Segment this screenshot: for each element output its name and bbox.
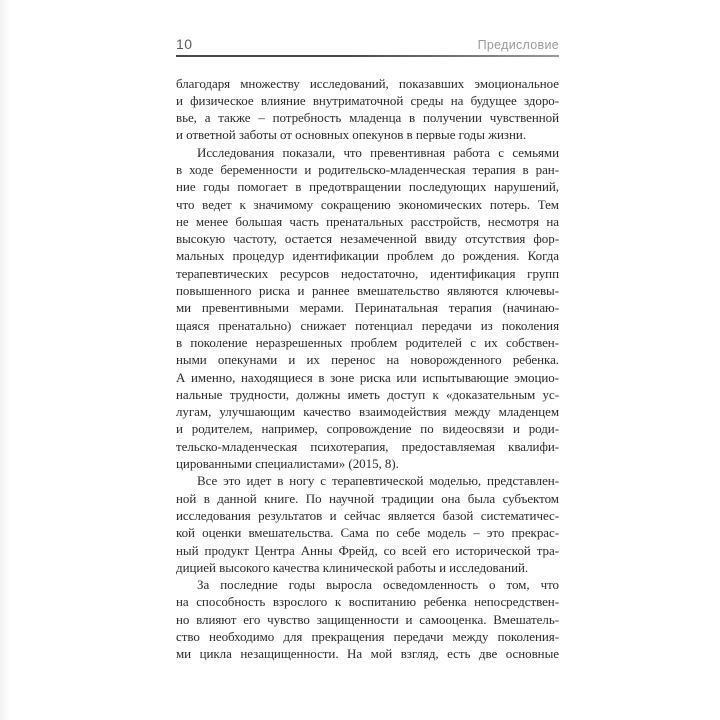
- text-line: в поколение неразрешенных проблем родителей с их собствен-: [176, 334, 559, 350]
- text-line: А именно, находящиеся в зоне риска или испытывающие эмоцио-: [176, 369, 559, 385]
- paragraph: [176, 472, 559, 576]
- text-line: и родителем, например, сопровождение по видеосвязи и роди-: [176, 421, 559, 437]
- running-title: Предисловие: [477, 38, 559, 52]
- text-line: мальных процедур идентификации проблем до рождения. Когда: [176, 248, 559, 264]
- page-content: [176, 36, 559, 663]
- text-line: дицией высокого качества клинической работы и исследований.: [176, 559, 529, 575]
- paragraph: [176, 144, 559, 473]
- text-line: ный продукт Центра Анны Фрейд, со всей его исторической тра-: [176, 542, 559, 558]
- text-line: но влияют его чувство защищенности и самооценка. Вмешатель-: [176, 611, 559, 627]
- text-line: цированными специалистами» (2015, 8).: [176, 456, 399, 472]
- text-line: высокую частоту, остается незамеченной ввиду отсутствия фор-: [176, 231, 559, 247]
- text-line: благодаря множеству исследований, показавших эмоциональное: [176, 75, 559, 91]
- text-line: Исследования показали, что превентивная работа с семьями: [197, 144, 559, 160]
- page-body: [176, 75, 559, 663]
- text-line: повышенного риска и раннее вмешательство являются ключевы-: [176, 283, 559, 299]
- text-line: ство необходимо для прекращения передачи между поколения-: [176, 629, 559, 644]
- text-line: За последние годы выросла осведомленность о том, что: [197, 577, 559, 593]
- paragraph: [176, 576, 559, 662]
- text-line: нальные трудности, должны иметь доступ к «доказательным ус-: [176, 386, 559, 402]
- paragraph: [176, 75, 559, 144]
- text-line: вье, а также – потребность младенца в получении чувственной: [176, 110, 559, 126]
- text-line: терапевтических ресурсов недостаточно, идентификация групп: [176, 265, 559, 281]
- header-rule: [176, 55, 559, 57]
- text-line: не менее большая часть пренатальных расстройств, несмотря на: [176, 213, 559, 229]
- text-line: на способность взрослого к воспитанию ребенка непосредствен-: [176, 594, 559, 610]
- text-line: и ответной заботы от основных опекунов в первые годы жизни.: [176, 127, 527, 143]
- text-line: исследования результатов и сейчас является базой систематичес-: [176, 507, 559, 523]
- page-edge-shadow: [0, 0, 10, 720]
- text-line: ной в данной книге. По научной традиции она была субъектом: [176, 490, 559, 506]
- page-header: [176, 36, 559, 53]
- text-line: тельско-младенческая психотерапия, предоставляемая квалифи-: [176, 438, 559, 454]
- text-line: ние годы помогает в предотвращении последующих нарушений,: [176, 179, 559, 195]
- text-line: щаяся пренатально) снижает потенциал передачи из поколения: [176, 317, 559, 333]
- page-number: 10: [176, 36, 193, 52]
- text-line: Все это идет в ногу с терапевтической моделью, представлен-: [197, 473, 559, 489]
- text-line: что ведет к значимому сокращению экономических потерь. Тем: [176, 196, 559, 212]
- text-line: ными опекунами и их перенос на новорожденного ребенка.: [176, 352, 559, 368]
- text-line: кой оценки вмешательства. Сама по себе модель – это прекрас-: [176, 525, 559, 541]
- text-line: ми превентивными мерами. Перинатальная терапия (начинаю-: [176, 300, 559, 316]
- text-line: лугам, улучшающим качество взаимодействия между младенцем: [176, 404, 559, 420]
- text-line: и физическое влияние внутриматочной среды на будущее здоро-: [176, 92, 559, 108]
- text-line: в ходе беременности и родительско-младенческая терапия в ран-: [176, 161, 559, 177]
- text-line: ми цикла незащищенности. На мой взгляд, есть две основные: [176, 646, 559, 662]
